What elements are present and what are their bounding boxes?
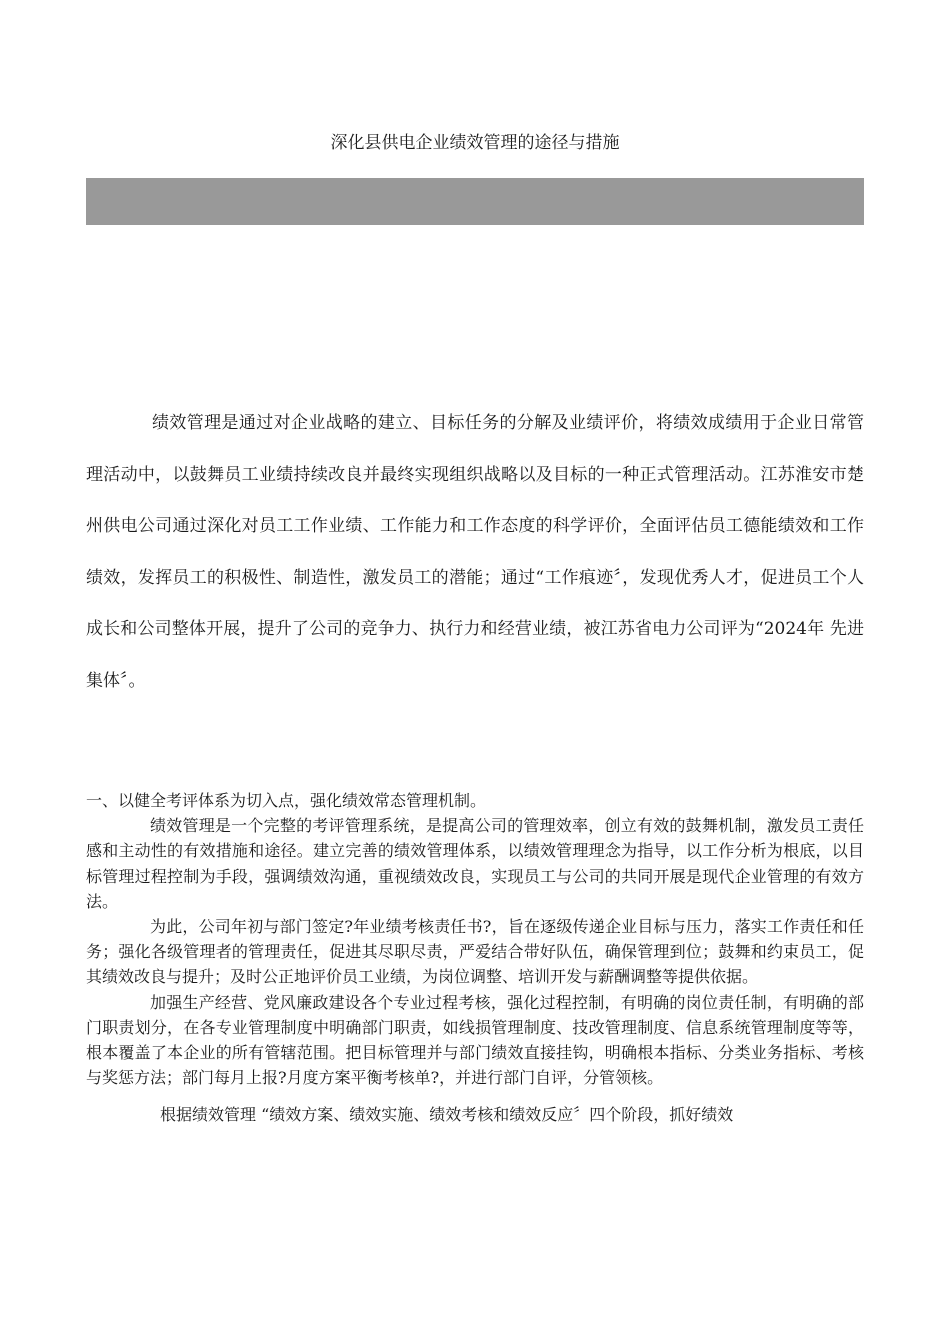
document-body [86, 788, 864, 1128]
body-paragraph: 绩效管理是一个完整的考评管理系统，是提高公司的管理效率，创立有效的鼓舞机制，激发员工责任感和主动性的有效措施和途径。建立完善的绩效管理体系，以绩效管理理念为指导，以工作分析为根底，以目标管理过程控制为手段，强调绩效沟通，重视绩效改良，实现员工与公司的共同开展是现代企业管理的有效方法。 [86, 816, 864, 911]
abstract-paragraph: 绩效管理是通过对企业战略的建立、目标任务的分解及业绩评价，将绩效成绩用于企业日常管理活动中，以鼓舞员工业绩持续改良并最终实现组织战略以及目标的一种正式管理活动。江苏淮安市楚州供电公司通过深化对员工工作业绩、工作能力和工作态度的科学评价，全面评估员工德能绩效和工作绩效，发挥员工的积极性、制造性，激发员工的潜能；通过“工作痕迹〞，发现优秀人才，促进员工个人成长和公司整体开展，提升了公司的竞争力、执行力和经营业绩，被江苏省电力公司评为“2024年 先进集体〞。 [86, 413, 864, 691]
body-paragraph: 根据绩效管理 “绩效方案、绩效实施、绩效考核和绩效反应〞四个阶段，抓好绩效 [160, 1105, 734, 1125]
body-paragraph: 为此，公司年初与部门签定?年业绩考核责任书?，旨在逐级传递企业目标与压力，落实工作责任和任务；强化各级管理者的管理责任，促进其尽职尽责，严爱结合带好队伍，确保管理到位；鼓舞和约束员工，促其绩效改良与提升；及时公正地评价员工业绩，为岗位调整、培训开发与薪酬调整等提供依据。 [86, 917, 864, 987]
body-paragraph: 加强生产经营、党风廉政建设各个专业过程考核，强化过程控制，有明确的岗位责任制，有明确的部门职责划分，在各专业管理制度中明确部门职责，如线损管理制度、技改管理制度、信息系统管理制度等等，根本覆盖了本企业的所有管辖范围。把目标管理并与部门绩效直接挂钩，明确根本指标、分类业务指标、考核与奖惩方法；部门每月上报?月度方案平衡考核单?，并进行部门自评，分管领核。 [86, 992, 864, 1088]
section-heading: 一、以健全考评体系为切入点，强化绩效常态管理机制。 [86, 791, 487, 810]
document-title: 深化县供电企业绩效管理的途径与措施 [330, 133, 620, 153]
gray-banner [86, 178, 864, 225]
